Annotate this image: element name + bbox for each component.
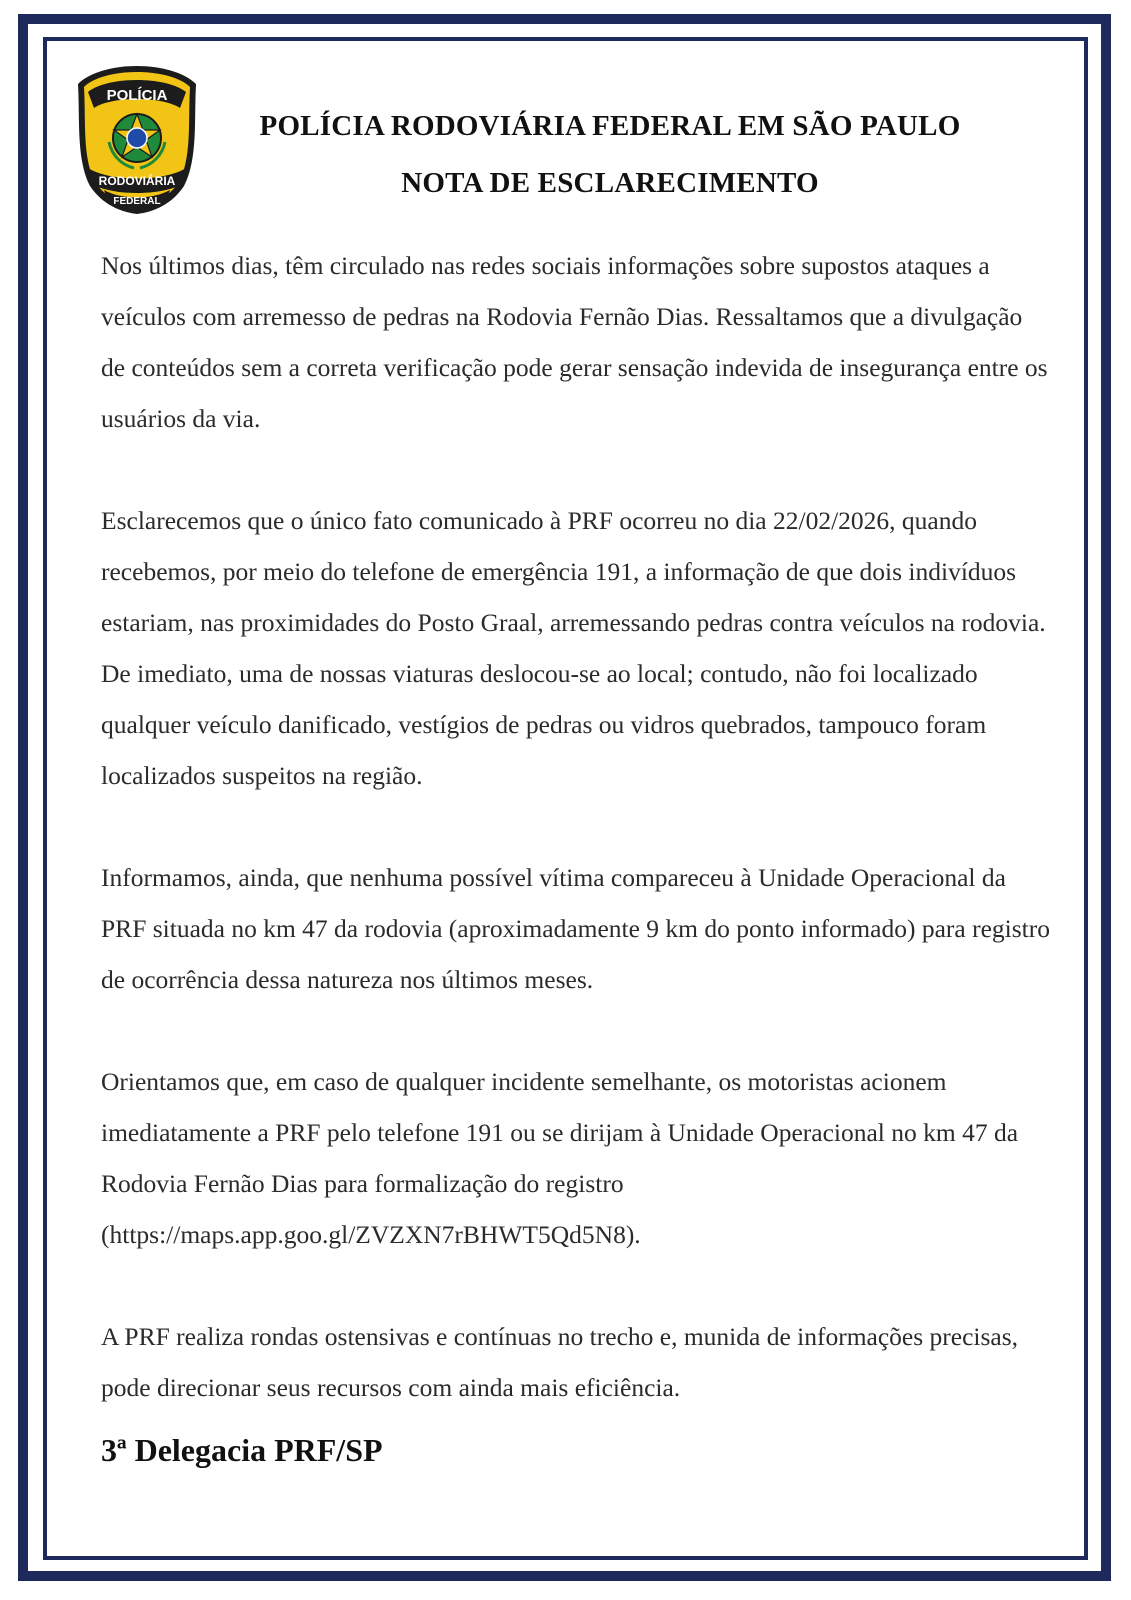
badge-bottom-text-1: RODOVIÁRIA [98, 174, 176, 188]
badge-bottom-text-2: FEDERAL [113, 196, 161, 207]
paragraph-4: Orientamos que, em caso de qualquer incidente semelhante, os motoristas acionem imediatamente a PRF pelo telefone 191 ou se dirijam à Unidade Operacional no km 47 da Rodovia Fernão Dias para formalização do registro (https://maps.app.goo.gl/ZVZXN7rBHWT5Qd5N8). [101, 1067, 1019, 1249]
paragraph-1: Nos últimos dias, têm circulado nas redes sociais informações sobre supostos ataques a veículos com arremesso de pedras na Rodovia Fernão Dias. Ressaltamos que a divulgação de conteúdos sem a correta verificação pode gerar sensação indevida de insegurança entre os usuários da via. [101, 251, 1048, 433]
prf-badge-logo [74, 64, 200, 216]
signature: 3ª Delegacia PRF/SP [101, 1432, 383, 1468]
paragraph-3: Informamos, ainda, que nenhuma possível vítima compareceu à Unidade Operacional da PRF situada no km 47 da rodovia (aproximadamente 9 km do ponto informado) para registro de ocorrência dessa natureza nos últimos meses. [101, 863, 1050, 994]
paragraph-5: A PRF realiza rondas ostensivas e contínuas no trecho e, munida de informações precisas, pode direcionar seus recursos com ainda mais eficiência. [101, 1322, 1019, 1402]
badge-top-text: POLÍCIA [106, 87, 168, 104]
body-text [101, 240, 1051, 1464]
page-title: POLÍCIA RODOVIÁRIA FEDERAL EM SÃO PAULO [259, 110, 961, 142]
paragraph-2: Esclarecemos que o único fato comunicado à PRF ocorreu no dia 22/02/2026, quando recebemos, por meio do telefone de emergência 191, a informação de que dois indivíduos estariam, nas proximidades do Posto Graal, arremessando pedras contra veículos na rodovia. De imediato, uma de nossas viaturas deslocou-se ao local; contudo, não foi localizado qualquer veículo danificado, vestígios de pedras ou vidros quebrados, tampouco foram localizados suspeitos na região. [101, 506, 1046, 790]
page-subtitle: NOTA DE ESCLARECIMENTO [401, 167, 819, 199]
